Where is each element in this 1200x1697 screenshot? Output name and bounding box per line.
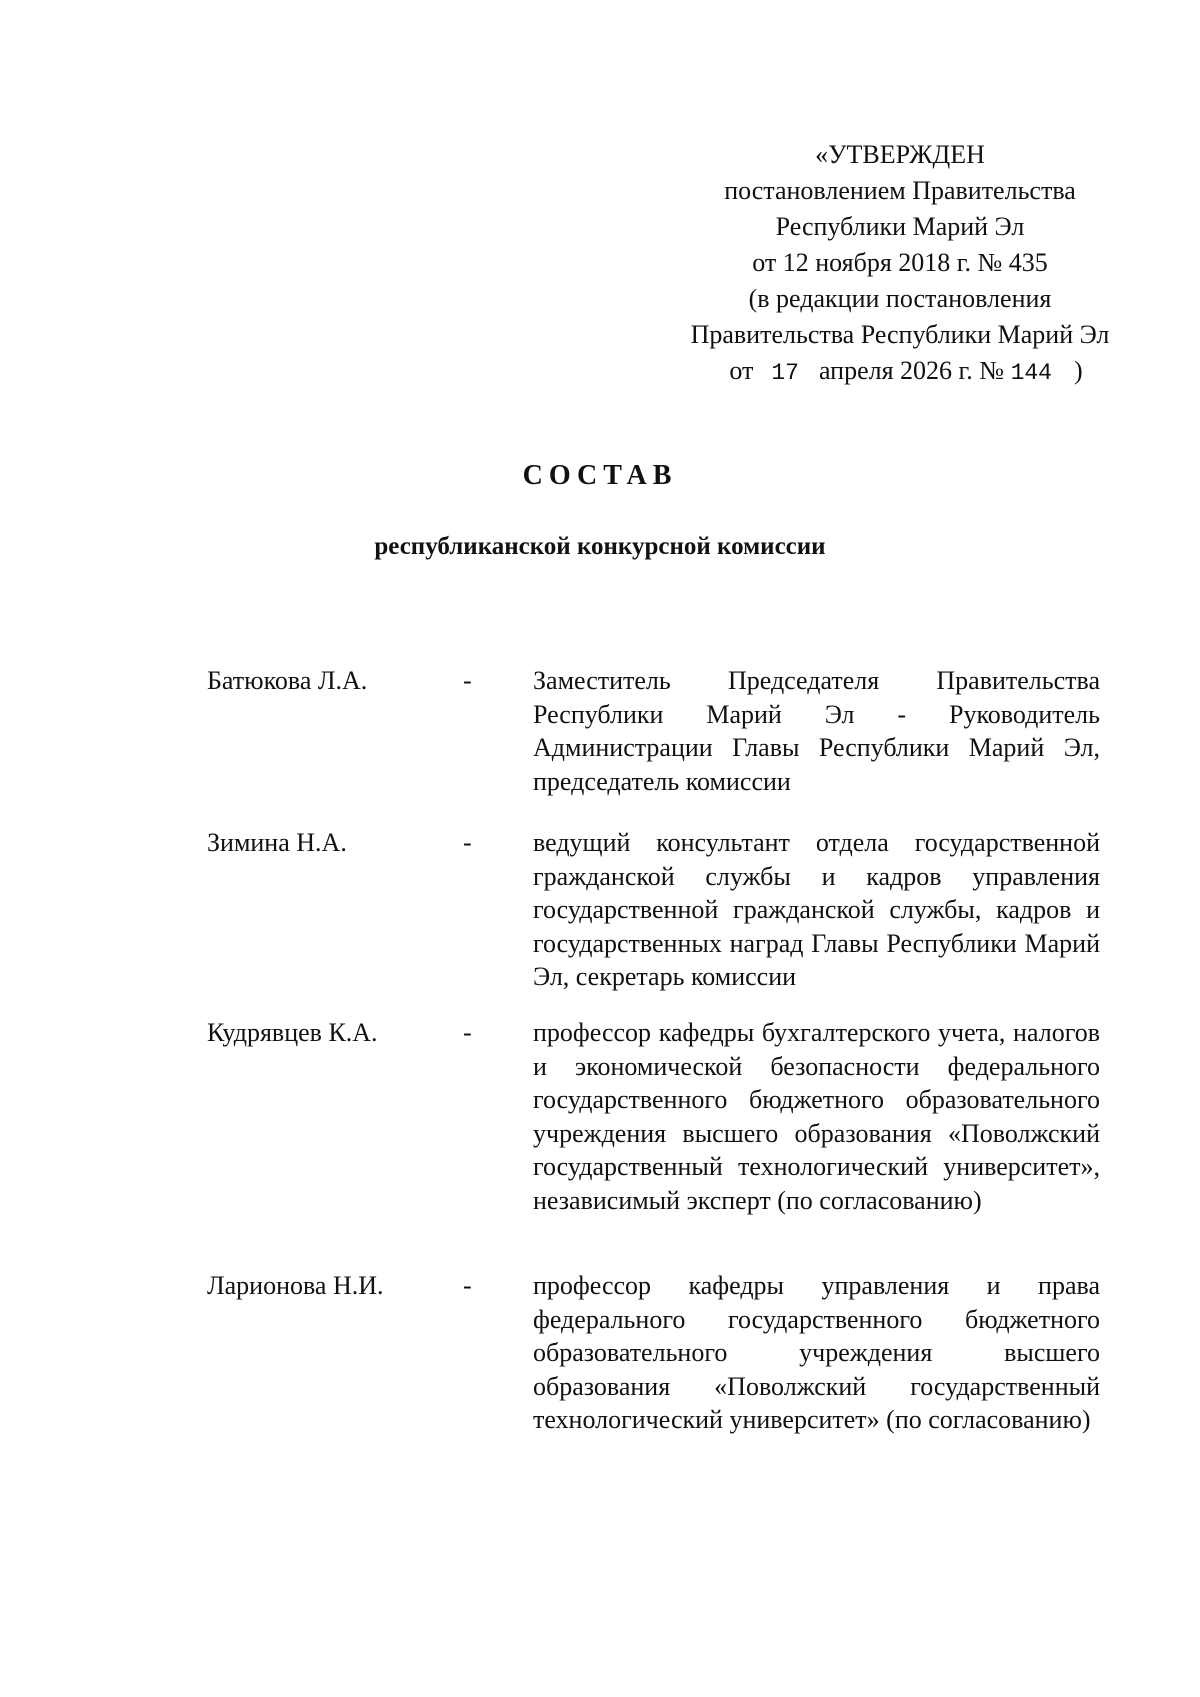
amendment-date-prefix: от [729, 356, 754, 385]
approval-line-edition: (в редакции постановления [748, 284, 1052, 313]
approval-line-republic: Республики Марий Эл [775, 212, 1025, 241]
member-dash: - [463, 666, 472, 695]
approval-line-original-date: от 12 ноября 2018 г. № 435 [752, 248, 1048, 277]
member-name: Ларионова Н.И. [207, 1271, 384, 1300]
member-name: Батюкова Л.А. [207, 666, 368, 695]
member-dash: - [463, 1018, 472, 1047]
member-dash: - [463, 828, 472, 857]
member-name: Кудрявцев К.А. [207, 1018, 378, 1047]
approval-line-amendment-date [600, 353, 1200, 391]
amendment-closing-paren: ) [1074, 356, 1083, 385]
document-title: СОСТАВ [522, 460, 678, 491]
amendment-number: 144 [1010, 360, 1052, 386]
document-subtitle: республиканской конкурсной комиссии [374, 533, 826, 560]
member-dash: - [463, 1271, 472, 1300]
amendment-day: 17 [771, 360, 799, 386]
approval-stamp [600, 137, 1200, 391]
member-role: Заместитель Председателя Правительства Республики Марий Эл - Руководитель Администрации Главы Республики Марий Эл, председатель комиссии [533, 666, 1100, 796]
member-role: профессор кафедры управления и права федерального государственного бюджетного образовательного учреждения высшего образования «Поволжский государственный технологический университет» (по согласованию) [533, 1271, 1100, 1434]
member-name: Зимина Н.А. [207, 828, 347, 857]
amendment-month-year: апреля 2026 г. № [818, 356, 1005, 385]
member-role: профессор кафедры бухгалтерского учета, налогов и экономической безопасности федерального государственного бюджетного образовательного учреждения высшего образования «Поволжский государственный технологический университет», независимый эксперт (по согласованию) [533, 1018, 1100, 1215]
approval-line-approved: «УТВЕРЖДЕН [815, 140, 985, 169]
approval-line-government: Правительства Республики Марий Эл [690, 320, 1110, 349]
approval-line-resolution: постановлением Правительства [724, 176, 1076, 205]
member-role: ведущий консультант отдела государственной гражданской службы и кадров управления государственной гражданской службы, кадров и государственных наград Главы Республики Марий Эл, секретарь комиссии [533, 828, 1100, 991]
